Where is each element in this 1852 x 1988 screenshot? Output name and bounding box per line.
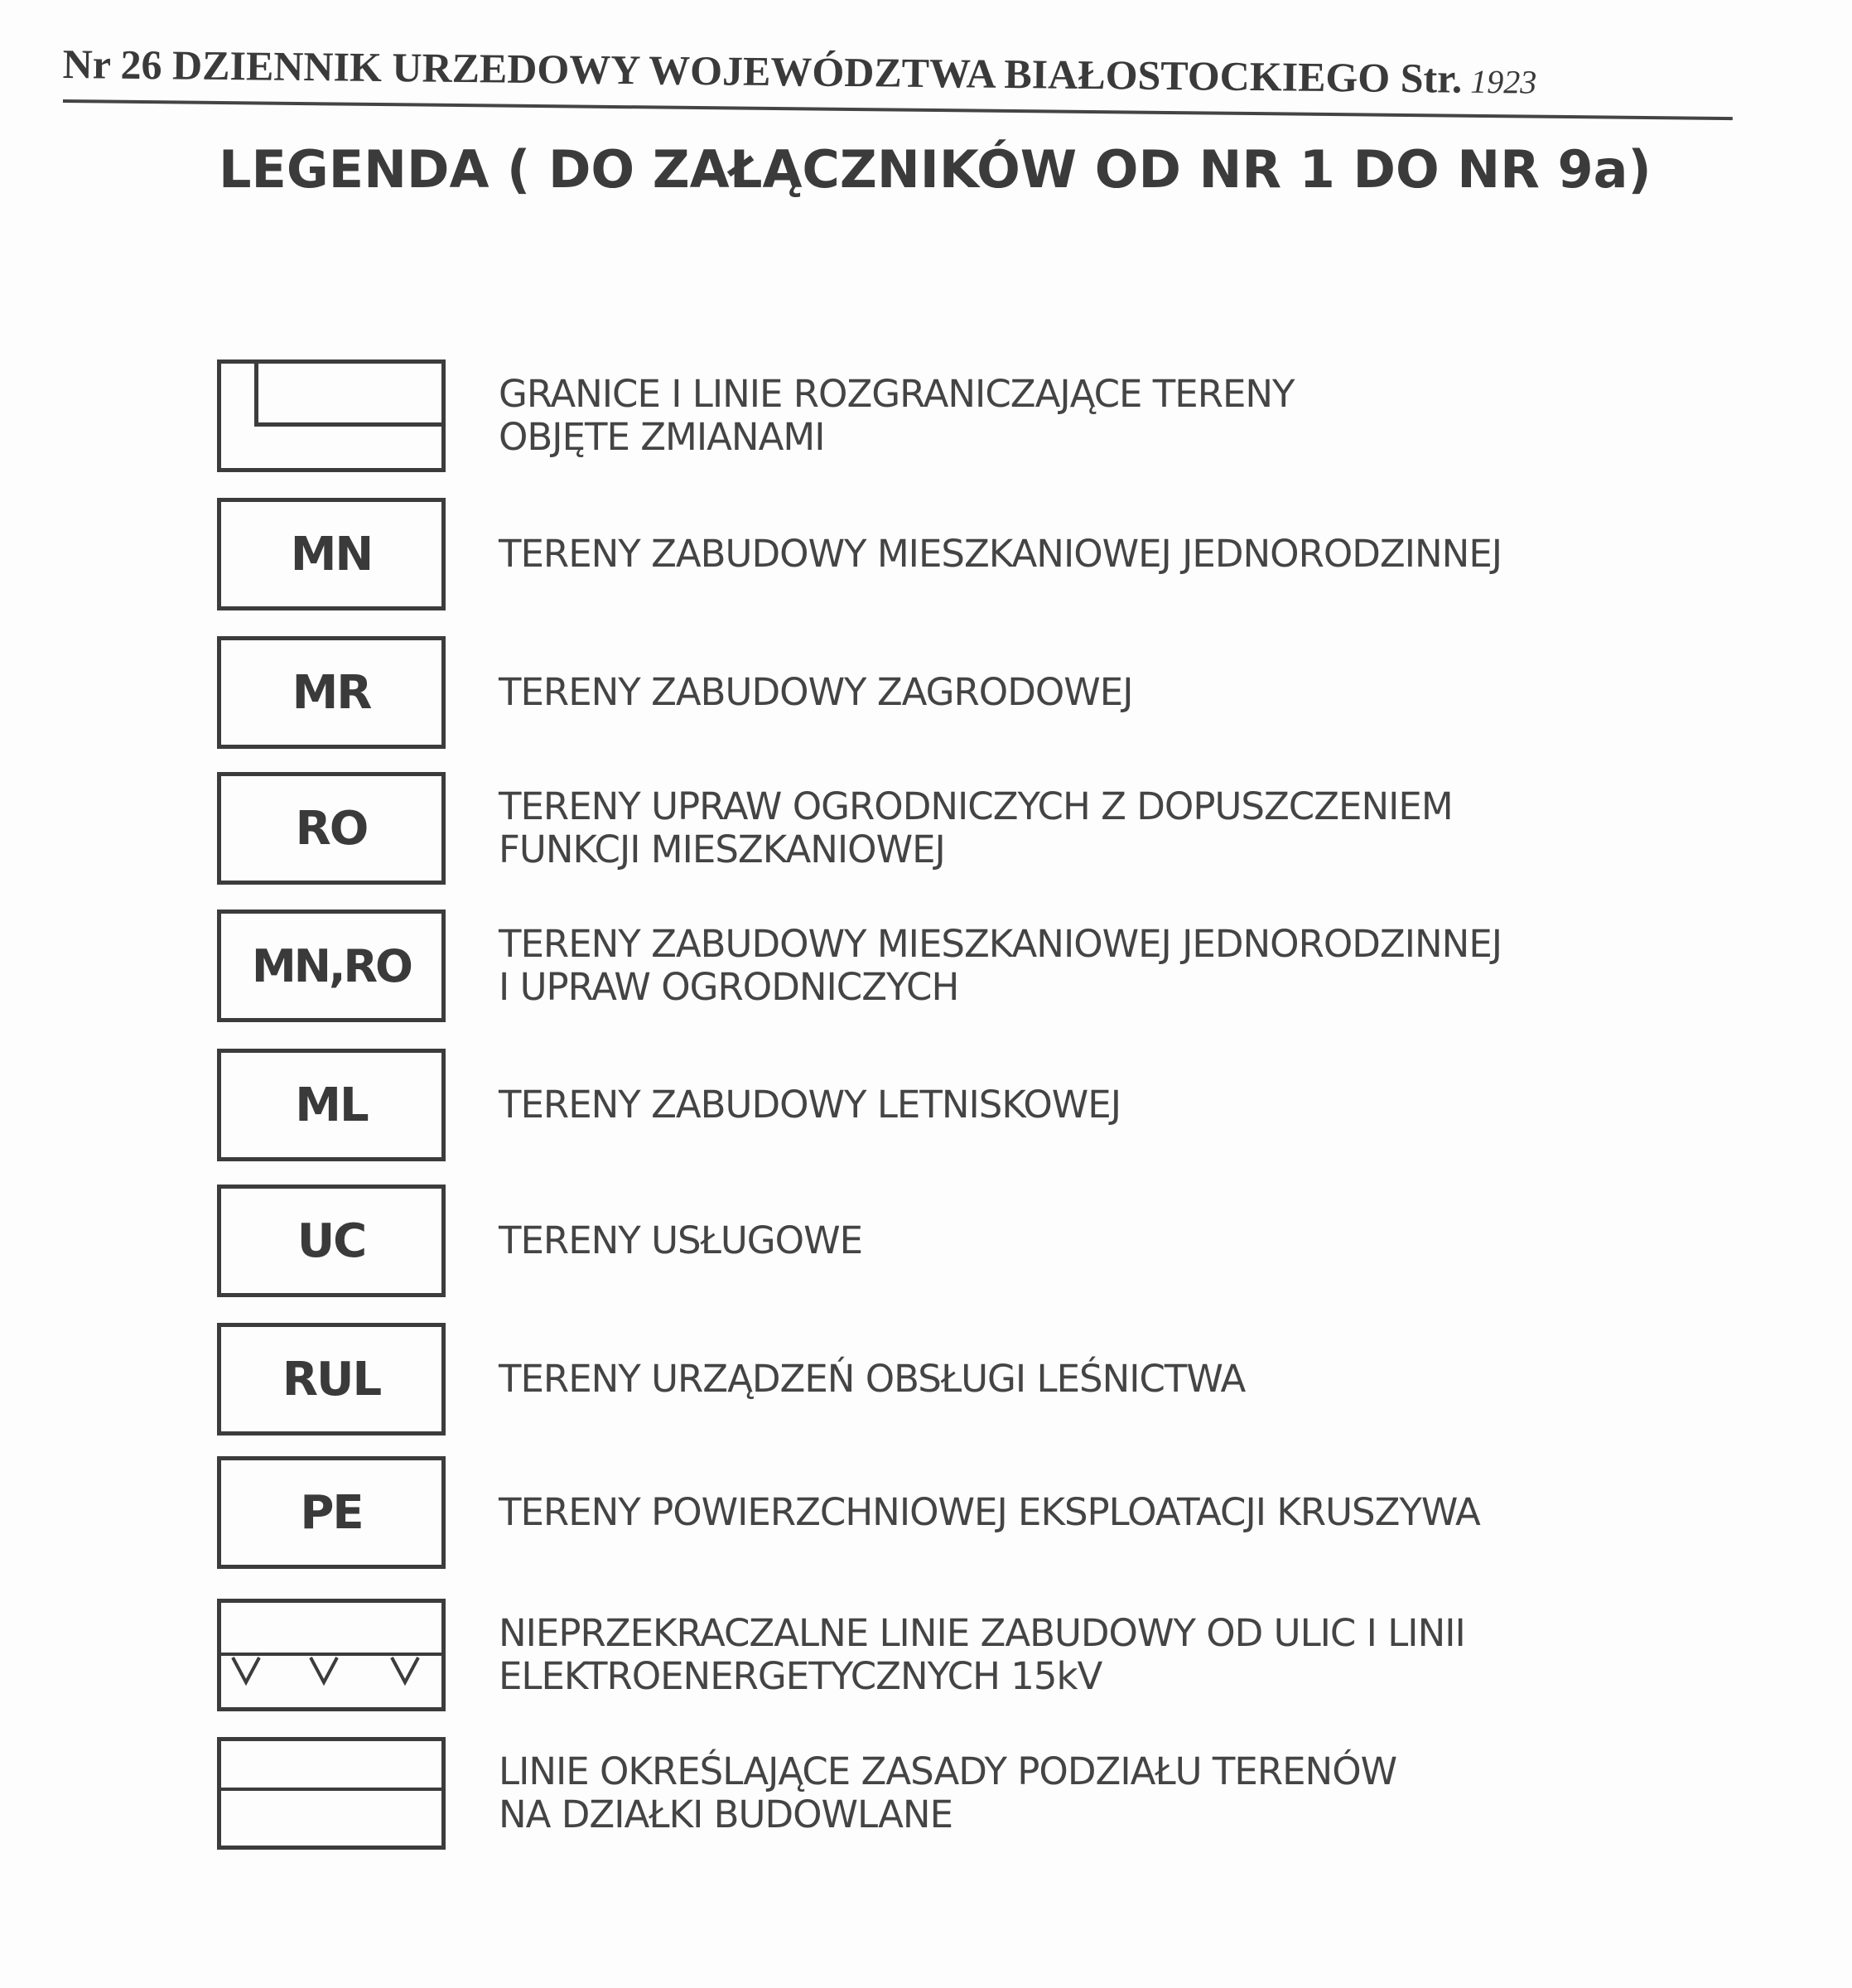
- legend-description-line: TERENY USŁUGOWE: [499, 1218, 863, 1262]
- legend-description: [499, 1185, 1675, 1297]
- legend-description: [499, 1323, 1675, 1436]
- legend-description-line: FUNKCJI MIESZKANIOWEJ: [499, 828, 945, 871]
- legend-description-line: ELEKTROENERGETYCZNYCH 15kV: [499, 1654, 1102, 1698]
- legend-description: [499, 498, 1675, 610]
- legend-code-box: [217, 1185, 446, 1297]
- legend-description-line: OBJĘTE ZMIANAMI: [499, 415, 825, 459]
- legend-code: RUL: [282, 1352, 381, 1407]
- legend-code: RO: [295, 801, 368, 856]
- legend-row-mr: [217, 636, 1675, 755]
- parcel-division-line: [221, 1788, 441, 1791]
- legend-description-line: TERENY UPRAW OGRODNICZYCH Z DOPUSZCZENIEM: [499, 784, 1453, 828]
- legend-row-rul: [217, 1323, 1675, 1442]
- legend-description: [499, 1049, 1675, 1161]
- legend-row-uc: [217, 1185, 1675, 1304]
- legend-row-pe: [217, 1456, 1675, 1575]
- legend-description: [499, 1737, 1675, 1850]
- legend-description: [499, 636, 1675, 749]
- legend-code-box: [217, 772, 446, 885]
- legend-code-box: [217, 910, 446, 1022]
- legend-code: ML: [295, 1078, 368, 1132]
- legend-description-line: NIEPRZEKRACZALNE LINIE ZABUDOWY OD ULIC I LINII: [499, 1611, 1465, 1655]
- triangle-markers-icon: [221, 1603, 441, 1707]
- legend-row-mn: [217, 498, 1675, 617]
- legend-row-ro: [217, 772, 1675, 891]
- legend-description: [499, 359, 1675, 472]
- parcel-division-symbol: [217, 1737, 446, 1850]
- boundary-symbol: [217, 359, 446, 472]
- legend-description: [499, 772, 1675, 885]
- legend-code: MR: [292, 665, 371, 720]
- building-line-symbol: [217, 1599, 446, 1711]
- legend-code-box: [217, 1049, 446, 1161]
- legend-row-ml: [217, 1049, 1675, 1168]
- legend-description-line: GRANICE I LINIE ROZGRANICZAJĄCE TERENY: [499, 372, 1295, 416]
- legend-code: UC: [297, 1214, 366, 1268]
- legend-description-line: TERENY POWIERZCHNIOWEJ EKSPLOATACJI KRUSZYWA: [499, 1490, 1480, 1534]
- legend-code: PE: [300, 1485, 363, 1540]
- legend-description-line: LINIE OKREŚLAJĄCE ZASADY PODZIAŁU TERENÓW: [499, 1749, 1397, 1793]
- legend-row-building-line: [217, 1599, 1675, 1718]
- legend-code-box: [217, 1323, 446, 1436]
- legend-row-parcel-division: [217, 1737, 1675, 1856]
- legend-description-line: TERENY ZABUDOWY MIESZKANIOWEJ JEDNORODZINNEJ: [499, 922, 1502, 966]
- legend-description-line: TERENY ZABUDOWY ZAGRODOWEJ: [499, 670, 1133, 714]
- legend-description-line: NA DZIAŁKI BUDOWLANE: [499, 1793, 953, 1836]
- legend-description-line: TERENY ZABUDOWY LETNISKOWEJ: [499, 1083, 1121, 1127]
- legend-code: MN,RO: [252, 939, 411, 992]
- boundary-line-mark: [254, 364, 446, 427]
- legend-row-boundary: [217, 359, 1675, 479]
- legend-description: [499, 1599, 1675, 1711]
- legend-description-line: TERENY ZABUDOWY MIESZKANIOWEJ JEDNORODZINNEJ: [499, 532, 1502, 576]
- legend-description: [499, 1456, 1675, 1569]
- legend-code-box: [217, 498, 446, 610]
- header-title: Nr 26 DZIENNIK URZEDOWY WOJEWÓDZTWA BIAŁOSTOCKIEGO Str.: [62, 40, 1463, 102]
- header-page-number: 1923: [1470, 62, 1537, 101]
- legend-code-box: [217, 636, 446, 749]
- legend-code: MN: [290, 527, 373, 581]
- legend-title: LEGENDA ( DO ZAŁĄCZNIKÓW OD NR 1 DO NR 9a): [219, 139, 1652, 200]
- legend-description-line: I UPRAW OGRODNICZYCH: [499, 965, 959, 1009]
- legend-code-box: [217, 1456, 446, 1569]
- legend-row-mn-ro: [217, 910, 1675, 1029]
- legend-description-line: TERENY URZĄDZEŃ OBSŁUGI LEŚNICTWA: [499, 1357, 1246, 1401]
- legend-description: [499, 910, 1675, 1022]
